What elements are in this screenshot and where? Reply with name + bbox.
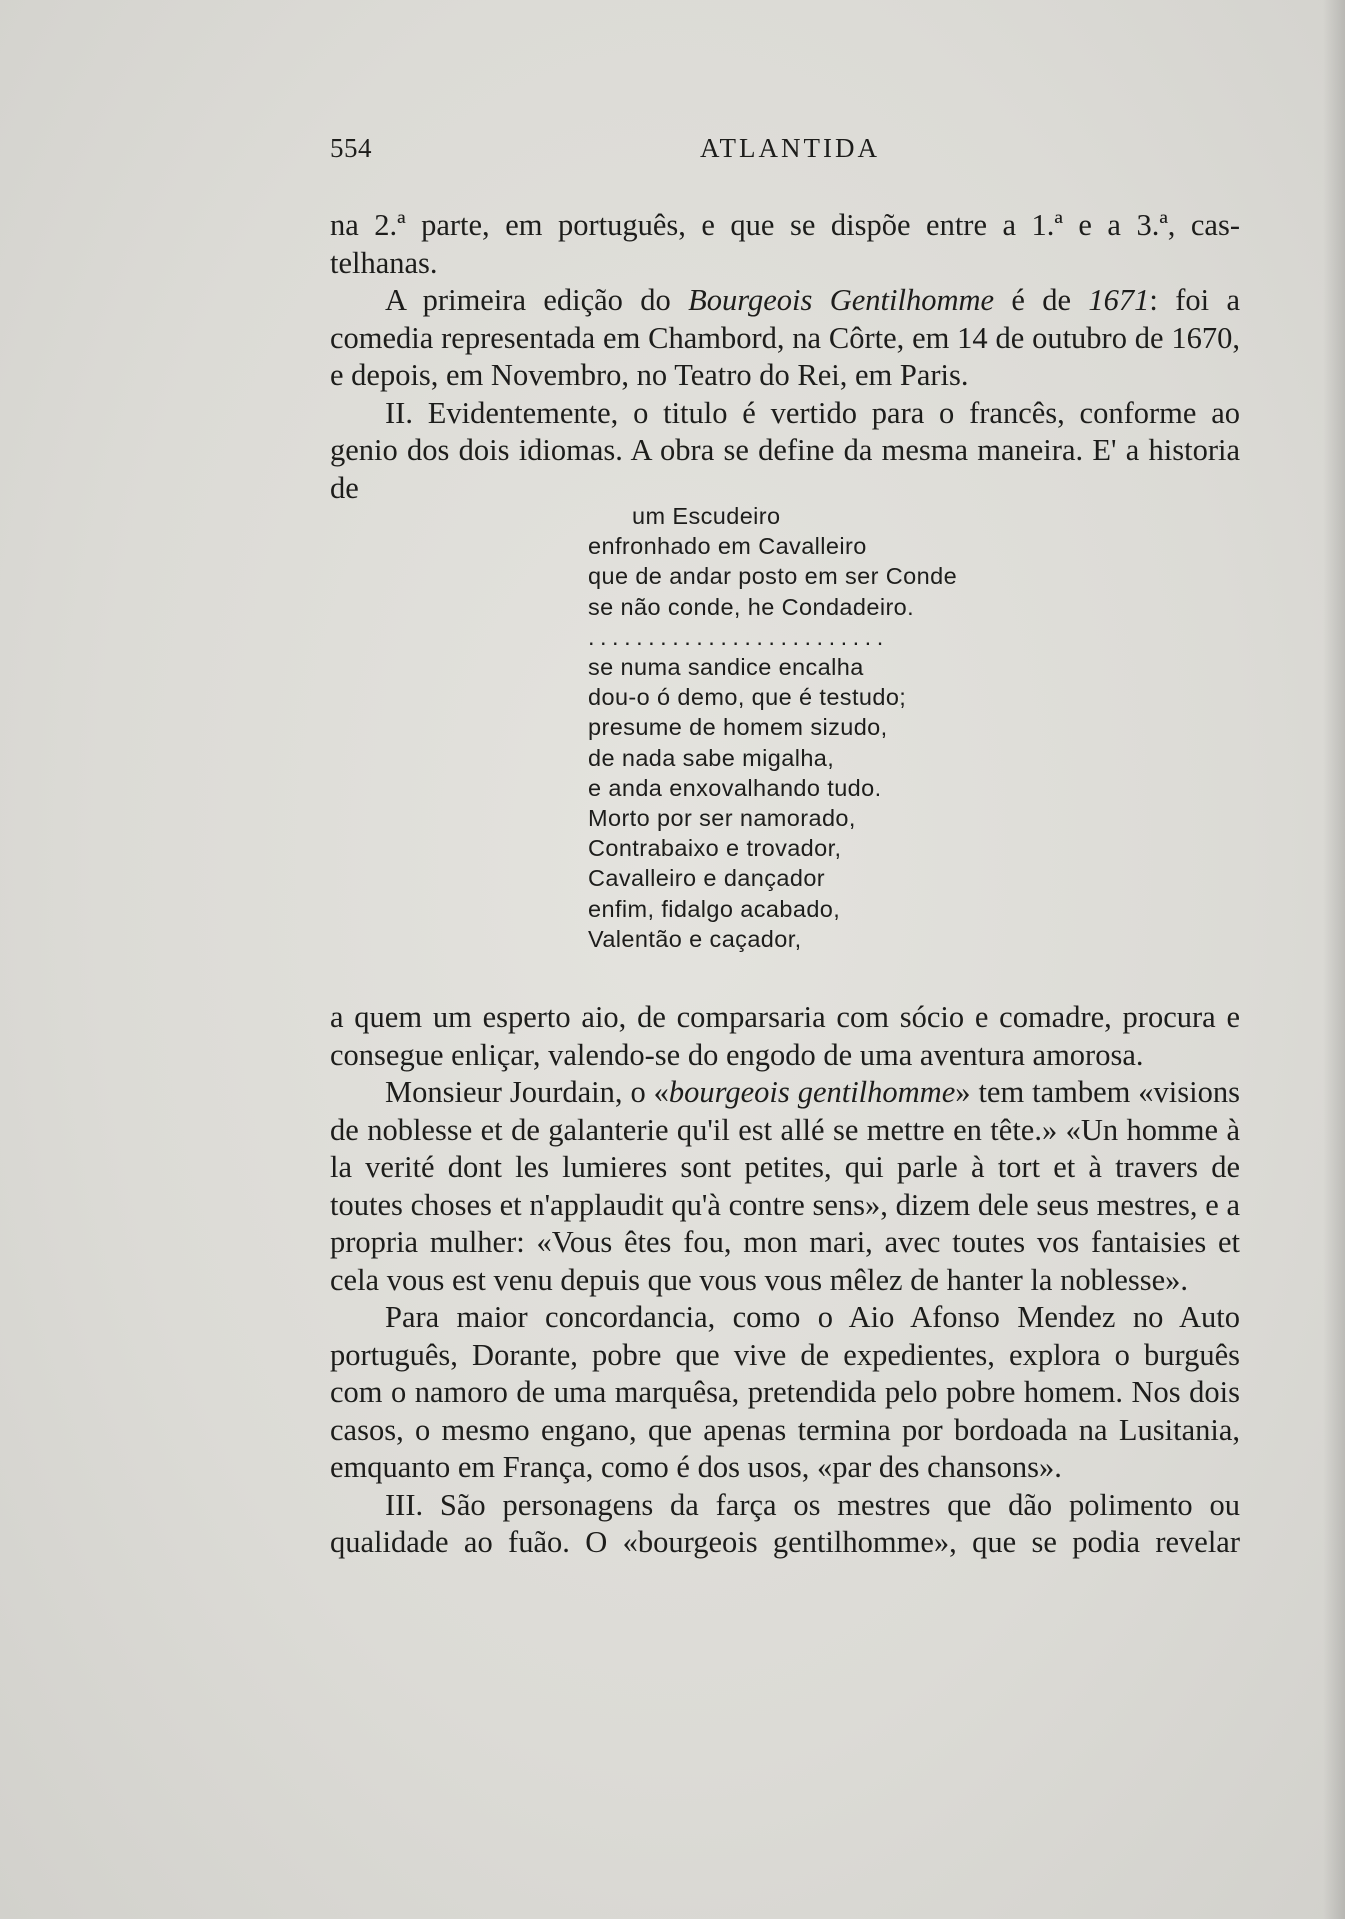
- paragraph-edition: [330, 282, 1240, 395]
- verse-line: Contrabaixo e trovador,: [588, 835, 842, 862]
- verse-line: Valentão e caçador,: [588, 925, 802, 952]
- work-title: Bourgeois Gentilhomme: [688, 283, 995, 317]
- p1-text-b: é de: [994, 283, 1089, 317]
- p1-text-c: : foi a comedia representada em Chambord, na Côrte, em 14 de outubro de 1670, e depois, em Novembro, no Teatro do Rei, em Paris.: [330, 283, 1240, 392]
- verse-line: enfronhado em Cavalleiro: [588, 533, 867, 560]
- edition-year: 1671: [1088, 283, 1150, 317]
- page-spine-shadow: [1323, 0, 1345, 1919]
- verse-line: enfim, fidalgo acabado,: [588, 895, 841, 922]
- paragraph-jourdain: [330, 1074, 1240, 1299]
- verse-ellipsis: .........................: [588, 623, 889, 650]
- verse-line: de nada sabe migalha,: [588, 744, 835, 771]
- paragraph-continuation: a quem um esperto aio, de comparsaria com sócio e comadre, procura e consegue enliçar, valendo-se do engodo de uma aventura amorosa.: [330, 1000, 1240, 1072]
- intro-line-1: na 2.ª parte, em português, e que se dispõe entre a 1.ª e a 3.ª, cas-: [330, 208, 1240, 242]
- body-bottom: [330, 999, 1240, 1562]
- verse-line: dou-o ó demo, que é testudo;: [588, 684, 907, 711]
- verse-quotation: [588, 501, 1048, 954]
- verse-line: se numa sandice encalha: [588, 654, 864, 681]
- p4-text-a: Monsieur Jourdain, o «: [385, 1075, 669, 1109]
- paragraph-concordancia: Para maior concordancia, como o Aio Afonso Mendez no Auto português, Dorante, pobre que vive de expedientes, explora o burguês com o namoro de uma marquêsa, pretendida pelo pobre homem. Nos dois casos, o mesmo engano, que apenas termina por bordoada na Lusitania, emquanto em França, como é dos usos, «par des chansons».: [330, 1300, 1240, 1484]
- p4-text-b: » tem tambem «visions de noblesse et de galanterie qu'il est allé se mettre en tête.» «Un homme à la verité dont les lumieres sont petites, qui parle à tort et à travers de toutes choses et n'applaudit qu'à contre sens», dizem dele seus mestres, e a propria mulher: «Vous êtes fou, mon mari, avec toutes vos fantaisies et cela vous est venu depuis que vous vous mêlez de hanter la noblesse».: [330, 1075, 1240, 1297]
- intro-line-2: telhanas.: [330, 245, 438, 280]
- verse-line: presume de homem sizudo,: [588, 714, 888, 741]
- verse-line: e anda enxovalhando tudo.: [588, 774, 882, 801]
- running-title: ATLANTIDA: [700, 133, 880, 163]
- verse-line: Morto por ser namorado,: [588, 805, 856, 832]
- verse-line: Cavalleiro e dançador: [588, 865, 826, 892]
- body-top: [330, 207, 1240, 507]
- bourgeois-italic: bourgeois gentilhomme: [668, 1075, 956, 1109]
- page-header: [330, 133, 1250, 165]
- paragraph-iii: III. São personagens da farça os mestres que dão polimento ou qualidade ao fuão. O «bourgeois gentilhomme», que se podia revelar: [330, 1487, 1240, 1559]
- verse-line: um Escudeiro: [632, 503, 781, 529]
- page-number: 554: [330, 133, 372, 163]
- paragraph-ii: II. Evidentemente, o titulo é vertido para o francês, conforme ao genio dos dois idiomas. A obra se define da mesma maneira. E' a historia de: [330, 395, 1240, 505]
- p1-text-a: A primeira edição do: [385, 283, 689, 317]
- verse-line: se não conde, he Condadeiro.: [588, 593, 915, 620]
- verse-line: que de andar posto em ser Conde: [588, 563, 958, 590]
